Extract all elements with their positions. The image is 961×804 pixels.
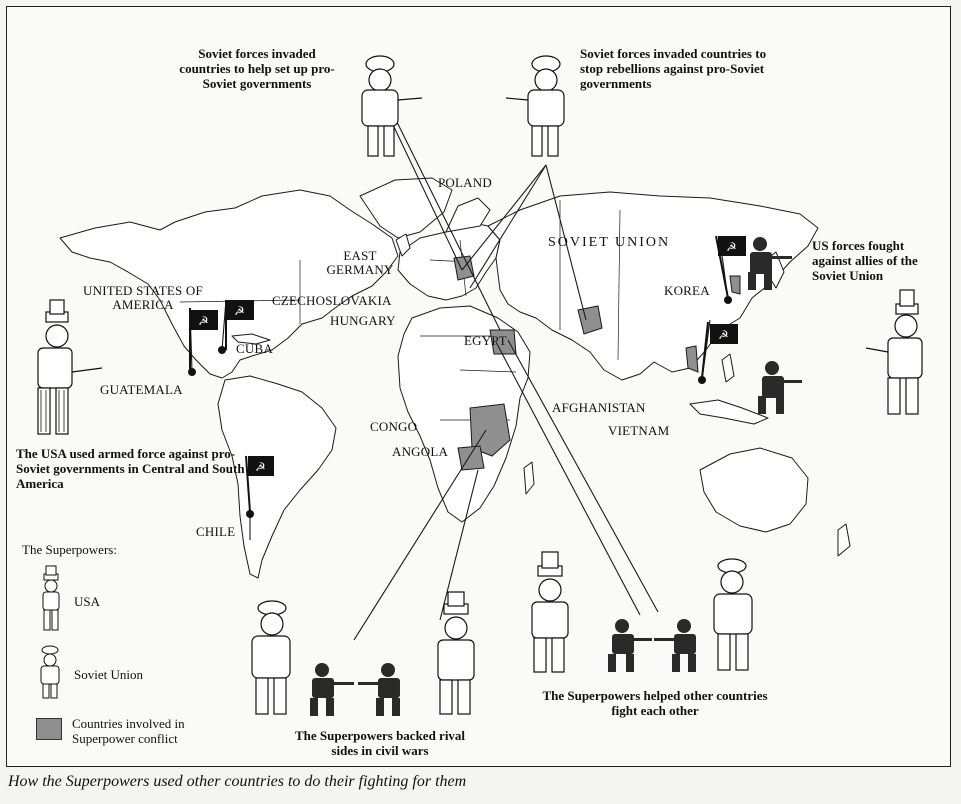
legend-involved: Countries involved in Superpower conflict — [72, 716, 185, 746]
philippines — [722, 354, 734, 382]
korea-area — [730, 276, 740, 294]
soldier-civil-2 — [358, 663, 400, 716]
australia-landmass — [700, 448, 808, 532]
vietnam-area — [686, 346, 698, 372]
label-congo: CONGO — [370, 419, 418, 434]
label-korea: KOREA — [664, 283, 710, 298]
caption-usa-armed: The USA used armed force against pro-Soviet governments in Central and South America — [16, 446, 245, 491]
legend-icons — [41, 566, 59, 698]
label-poland: POLAND — [438, 175, 492, 190]
svg-text:☭: ☭ — [726, 240, 737, 254]
soviet-figure-top-left — [362, 56, 422, 156]
label-guatemala: GUATEMALA — [100, 382, 183, 397]
soviet-helped — [714, 559, 752, 670]
soldier-helped-2 — [654, 619, 696, 672]
label-vietnam: VIETNAM — [608, 423, 670, 438]
soldier-vietnam — [758, 361, 802, 414]
legend-title: The Superpowers: — [22, 542, 117, 557]
uncle-sam-figure-right — [866, 290, 922, 414]
caption-soviet-setup: Soviet forces invaded countries to help set up pro-Soviet governments — [179, 46, 335, 91]
madagascar — [524, 462, 534, 494]
sam-civil — [438, 592, 474, 714]
label-egypt: EGYPT — [464, 333, 507, 348]
label-czechoslovakia: CZECHOSLOVAKIA — [272, 293, 392, 308]
legend-usa-icon — [43, 566, 59, 630]
legend-usa: USA — [74, 594, 101, 609]
label-east-germany: EAST GERMANY — [326, 248, 394, 277]
label-afghanistan: AFGHANISTAN — [552, 400, 646, 415]
label-angola: ANGOLA — [392, 444, 449, 459]
caption-civil-wars: The Superpowers backed rival sides in civil wars — [294, 728, 466, 758]
angola-area — [458, 446, 484, 470]
label-cuba: CUBA — [236, 341, 273, 356]
svg-text:☭: ☭ — [255, 460, 266, 474]
label-soviet-union: SOVIET UNION — [548, 235, 671, 250]
svg-text:☭: ☭ — [234, 304, 245, 318]
svg-text:☭: ☭ — [718, 328, 729, 342]
label-usa: UNITED STATES OF AMERICA — [83, 283, 203, 312]
legend-involved-swatch — [36, 718, 62, 740]
sam-helped — [532, 552, 568, 672]
new-zealand — [838, 524, 850, 556]
caption-us-fought: US forces fought against allies of the Soviet Union — [812, 238, 918, 283]
legend-soviet-icon — [41, 646, 59, 698]
soviet-figure-top-right — [506, 56, 564, 156]
soldier-civil-1 — [310, 663, 354, 716]
label-chile: CHILE — [196, 524, 236, 539]
indonesia-islands — [690, 400, 768, 424]
caption-soviet-stop: Soviet forces invaded countries to stop rebellions against pro-Soviet governments — [580, 46, 767, 91]
figure-caption: How the Superpowers used other countries to do their fighting for them — [8, 773, 467, 790]
label-hungary: HUNGARY — [330, 313, 396, 328]
legend-soviet: Soviet Union — [74, 667, 143, 682]
soldier-helped-1 — [608, 619, 652, 672]
caption-helped: The Superpowers helped other countries fight each other — [542, 688, 768, 718]
svg-text:☭: ☭ — [198, 314, 209, 328]
soviet-civil — [252, 601, 290, 714]
uncle-sam-figure-left — [38, 300, 102, 434]
